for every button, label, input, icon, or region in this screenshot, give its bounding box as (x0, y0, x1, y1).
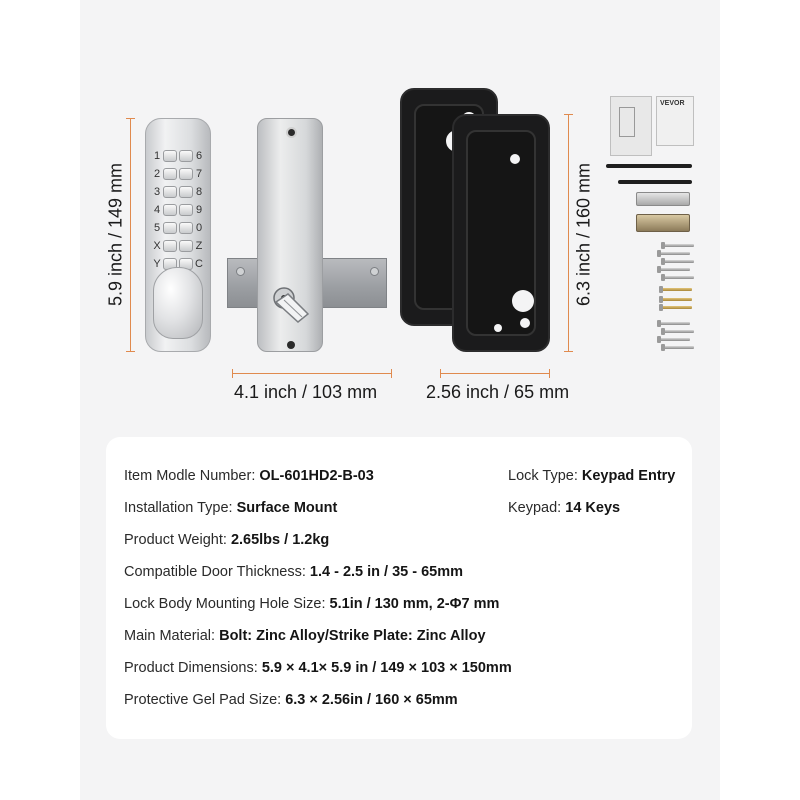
spec-line (508, 500, 620, 516)
lock-height-label: 5.9 inch / 149 mm (105, 162, 126, 307)
key-label-left: X (153, 240, 161, 252)
instruction-manual (610, 96, 652, 156)
lock-knob (153, 267, 203, 339)
spec-line (124, 500, 337, 516)
pad-width-label: 2.56 inch / 65 mm (426, 382, 570, 402)
spec-label: Product Dimensions: (124, 660, 262, 676)
keypad-button (179, 150, 193, 162)
gel-pad-hole (510, 154, 520, 164)
key-label-left: 3 (153, 186, 161, 198)
spec-label: Main Material: (124, 628, 220, 644)
screw (664, 244, 694, 247)
key-label-right: 6 (195, 150, 203, 162)
keypad-row (152, 167, 208, 181)
keypad-button (179, 204, 193, 216)
bar-screw (370, 267, 379, 276)
key-label-right: 9 (195, 204, 203, 216)
pad-height-line (568, 114, 569, 352)
spec-line (124, 628, 486, 644)
keypad-lock-front (145, 118, 211, 352)
lock-width-line (232, 373, 392, 374)
thumb-turn-icon (262, 280, 318, 330)
keypad-row (152, 149, 208, 163)
screw (664, 260, 694, 263)
keypad-button (179, 186, 193, 198)
spec-value: Bolt: Zinc Alloy/Strike Plate: Zinc Alloy (219, 628, 486, 644)
lock-height-line (130, 118, 131, 352)
screw (660, 338, 690, 341)
mounting-hole (286, 127, 297, 138)
screw (664, 330, 694, 333)
spec-line (124, 564, 463, 580)
spec-card (106, 437, 692, 739)
gel-pad-hole (512, 290, 534, 312)
key-label-left: 2 (153, 168, 161, 180)
keypad-button (163, 186, 177, 198)
screw (660, 252, 690, 255)
keypad-button (179, 168, 193, 180)
spec-label: Item Modle Number: (124, 468, 260, 484)
keypad-button (179, 240, 193, 252)
spec-line (508, 468, 675, 484)
spec-label: Lock Body Mounting Hole Size: (124, 596, 330, 612)
spec-label: Compatible Door Thickness: (124, 564, 310, 580)
spec-value: Surface Mount (236, 500, 338, 516)
spec-label: Installation Type: (124, 500, 237, 516)
key-label-right: 8 (195, 186, 203, 198)
spec-value: 6.3 × 2.56in / 160 × 65mm (285, 692, 458, 708)
mounting-hole (287, 341, 295, 349)
keypad-row (152, 185, 208, 199)
spec-value: Keypad Entry (581, 468, 676, 484)
key-label-right: 0 (195, 222, 203, 234)
keypad-row (152, 203, 208, 217)
screw (664, 276, 694, 279)
key-label-left: Y (153, 258, 161, 270)
pad-height-label: 6.3 inch / 160 mm (573, 162, 594, 307)
key-label-left: 1 (153, 150, 161, 162)
brass-screw (662, 306, 692, 309)
spindle-rod (606, 164, 692, 168)
strike-plate-box (636, 214, 690, 232)
brass-screw (662, 298, 692, 301)
spindle-rod (618, 180, 692, 184)
bar-screw (236, 267, 245, 276)
spec-label: Lock Type: (508, 468, 582, 484)
keypad-button (163, 150, 177, 162)
screw (660, 268, 690, 271)
screw (660, 322, 690, 325)
gel-pad-hole (520, 318, 530, 328)
key-label-left: 5 (153, 222, 161, 234)
screw (664, 346, 694, 349)
spec-value: 5.1in / 130 mm, 2-Φ7 mm (329, 596, 500, 612)
keypad-button (163, 240, 177, 252)
strike-plate (636, 192, 690, 206)
spec-line (124, 468, 374, 484)
brand-card-logo: VEVOR (660, 100, 685, 107)
spec-line (124, 596, 499, 612)
brand-card (656, 96, 694, 146)
spec-value: 1.4 - 2.5 in / 35 - 65mm (309, 564, 464, 580)
spec-label: Keypad: (508, 500, 566, 516)
keypad-button (179, 222, 193, 234)
key-label-right: Z (195, 240, 203, 252)
keypad-button (163, 222, 177, 234)
spec-line (124, 692, 458, 708)
pad-width-line (440, 373, 550, 374)
keypad-button (163, 204, 177, 216)
keypad-button (163, 168, 177, 180)
key-label-right: 7 (195, 168, 203, 180)
gel-pad-front (452, 114, 550, 352)
lock-width-label: 4.1 inch / 103 mm (234, 382, 378, 402)
spec-value: 5.9 × 4.1× 5.9 in / 149 × 103 × 150mm (261, 660, 512, 676)
gel-pad-hole (494, 324, 502, 332)
keypad-row (152, 221, 208, 235)
brass-screw (662, 288, 692, 291)
spec-value: 14 Keys (565, 500, 621, 516)
spec-label: Product Weight: (124, 532, 231, 548)
spec-label: Protective Gel Pad Size: (124, 692, 286, 708)
spec-line (124, 660, 512, 676)
key-label-right: C (195, 258, 203, 270)
spec-value: OL-601HD2-B-03 (259, 468, 374, 484)
key-label-left: 4 (153, 204, 161, 216)
spec-value: 2.65lbs / 1.2kg (230, 532, 330, 548)
spec-line (124, 532, 329, 548)
keypad-row (152, 239, 208, 253)
